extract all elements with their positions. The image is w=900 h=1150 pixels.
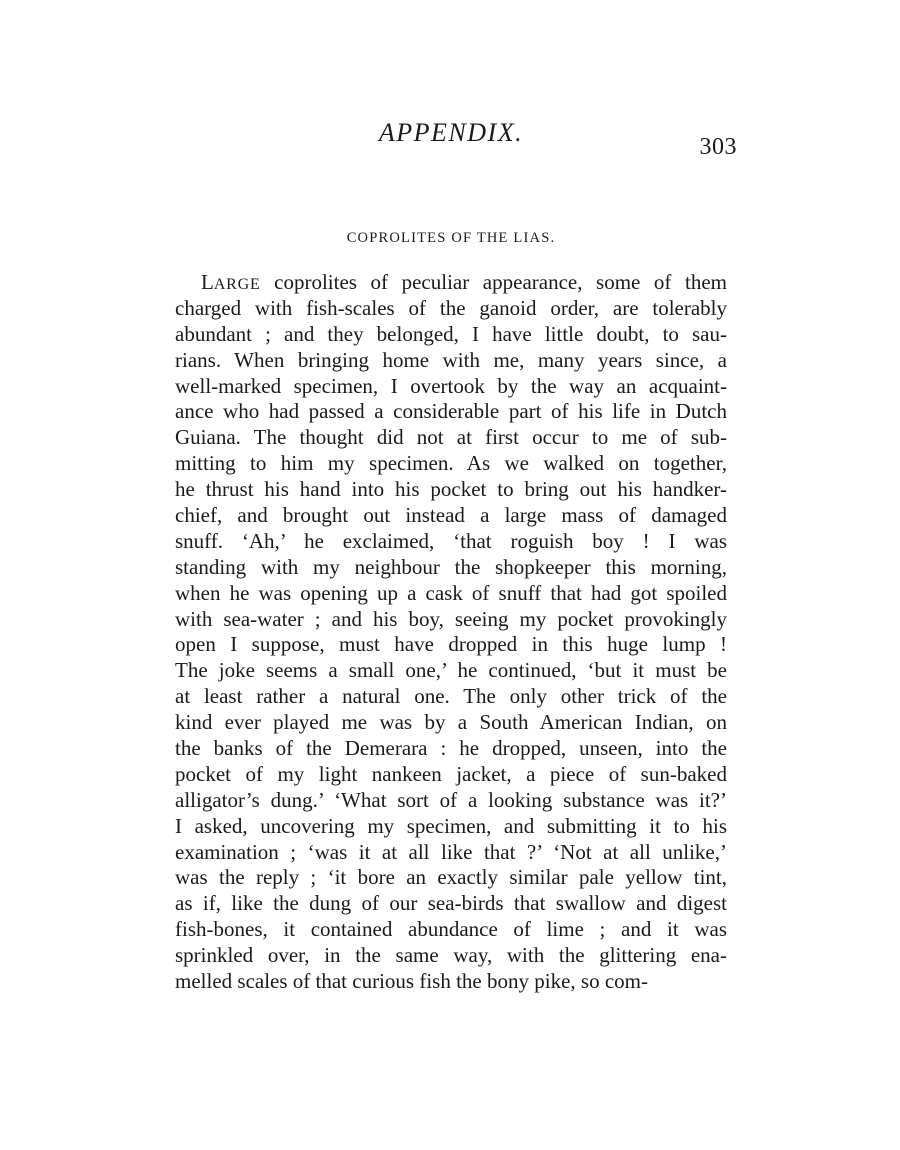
paragraph-line: was the reply ; ‘it bore an exactly similar pale yellow tint,	[175, 865, 727, 890]
first-line-rest: coprolites of peculiar appearance, some of them	[260, 270, 727, 294]
paragraph-line: ance who had passed a considerable part of his life in Dutch	[175, 399, 727, 424]
running-head	[175, 118, 737, 160]
paragraph-line: well-marked specimen, I overtook by the way an acquaint-	[175, 373, 727, 398]
paragraph-line: open I suppose, must have dropped in this huge lump !	[175, 632, 727, 657]
running-title: APPENDIX.	[378, 118, 524, 147]
paragraph-line: with sea-water ; and his boy, seeing my pocket provokingly	[175, 606, 727, 631]
paragraph-line: he thrust his hand into his pocket to bring out his handker-	[175, 477, 727, 502]
paragraph-line: charged with fish-scales of the ganoid order, are tolerably	[175, 295, 727, 320]
dropcap-smallcaps: ARGE	[213, 276, 261, 293]
paragraph-line: when he was opening up a cask of snuff that had got spoiled	[175, 580, 727, 605]
paragraph-line: kind ever played me was by a South American Indian, on	[175, 710, 727, 735]
paragraph-line: sprinkled over, in the same way, with the glittering ena-	[175, 943, 727, 968]
paragraph-line-1	[175, 270, 727, 296]
paragraph-line: mitting to him my specimen. As we walked on together,	[175, 451, 727, 476]
paragraph-line: The joke seems a small one,’ he continued, ‘but it must be	[175, 658, 727, 683]
paragraph-line: abundant ; and they belonged, I have little doubt, to sau-	[175, 321, 727, 346]
paragraph-line-last: melled scales of that curious fish the bony pike, so com-	[175, 969, 648, 994]
paragraph-line: rians. When bringing home with me, many years since, a	[175, 347, 727, 372]
body-paragraph	[175, 270, 727, 995]
paragraph-line: standing with my neighbour the shopkeeper this morning,	[175, 554, 727, 579]
section-title: COPROLITES OF THE LIAS.	[346, 230, 556, 246]
paragraph-line: snuff. ‘Ah,’ he exclaimed, ‘that roguish boy ! I was	[175, 528, 727, 553]
paragraph-line: I asked, uncovering my specimen, and submitting it to his	[175, 813, 727, 838]
paragraph-line: as if, like the dung of our sea-birds that swallow and digest	[175, 891, 727, 916]
paragraph-line: Guiana. The thought did not at first occur to me of sub-	[175, 425, 727, 450]
paragraph-line: alligator’s dung.’ ‘What sort of a looking substance was it?’	[175, 787, 727, 812]
paragraph-line: at least rather a natural one. The only other trick of the	[175, 684, 727, 709]
paragraph-line: chief, and brought out instead a large mass of damaged	[175, 503, 727, 528]
paragraph-line: fish-bones, it contained abundance of lime ; and it was	[175, 917, 727, 942]
paragraph-line: pocket of my light nankeen jacket, a piece of sun-baked	[175, 761, 727, 786]
dropcap-initial: L	[201, 270, 214, 294]
paragraph-line: the banks of the Demerara : he dropped, unseen, into the	[175, 736, 727, 761]
paragraph-line: examination ; ‘was it at all like that ?’ ‘Not at all unlike,’	[175, 839, 727, 864]
page-number: 303	[699, 134, 737, 160]
